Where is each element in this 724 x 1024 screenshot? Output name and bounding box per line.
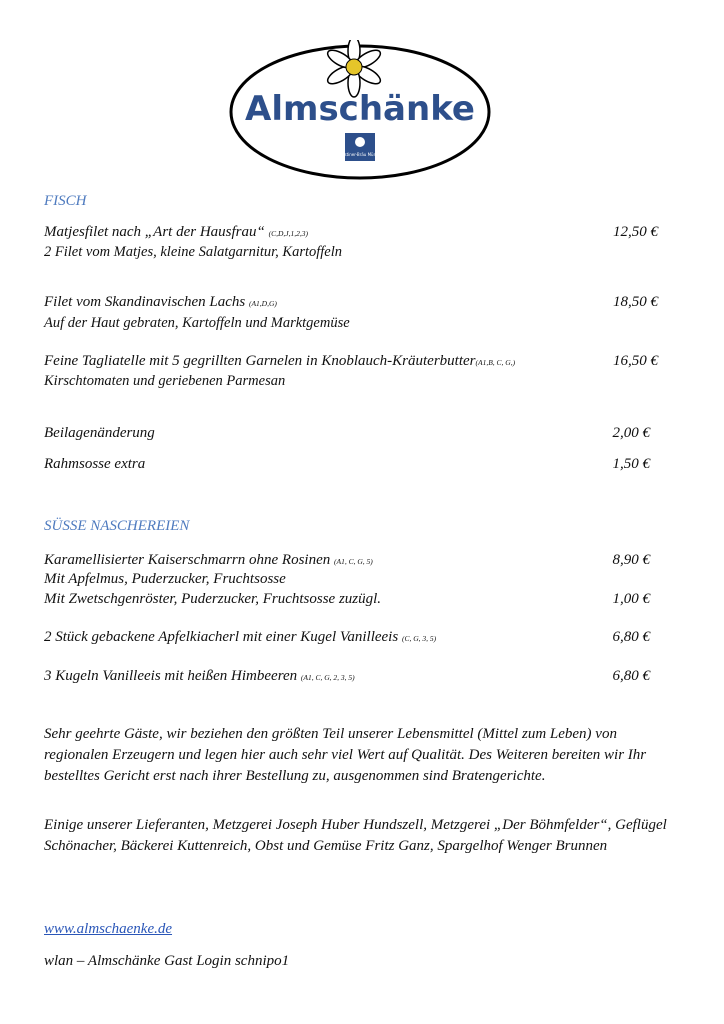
website-link[interactable]: www.almschaenke.de bbox=[44, 921, 173, 937]
item-price: 16,50 € bbox=[613, 353, 658, 369]
allergen-codes: (A1, C, G, 2, 3, 5) bbox=[300, 673, 355, 682]
item-name: Matjesfilet nach „Art der Hausfrau“ bbox=[44, 224, 265, 240]
extra-name: Beilagenänderung bbox=[44, 425, 155, 441]
item-price: 12,50 € bbox=[613, 224, 658, 240]
extra-price: 2,00 € bbox=[612, 425, 650, 441]
item-name: Karamellisierter Kaiserschmarrn ohne Rosinen bbox=[44, 552, 331, 568]
allergen-codes: (A1,B, C, G,) bbox=[475, 358, 516, 367]
menu-item-name bbox=[44, 293, 277, 313]
item-description: 2 Filet vom Matjes, kleine Salatgarnitur, Kartoffeln bbox=[44, 244, 343, 260]
menu-item-name bbox=[44, 223, 308, 243]
item-name: 2 Stück gebackene Apfelkiacherl mit einer Kugel Vanilleeis bbox=[44, 629, 399, 645]
item-price: 6,80 € bbox=[612, 629, 650, 645]
allergen-codes: (A1,D,G) bbox=[248, 299, 277, 308]
logo-brand-text: Almschänke bbox=[245, 89, 475, 129]
allergen-codes: (C, G, 3, 5) bbox=[401, 634, 437, 643]
item-name: 3 Kugeln Vanilleeis mit heißen Himbeeren bbox=[44, 668, 298, 684]
almschaenke-logo bbox=[228, 40, 492, 180]
badge-text: Augustiner-Bräu München bbox=[334, 152, 386, 157]
item-price: 8,90 € bbox=[612, 552, 650, 568]
extra-name: Rahmsosse extra bbox=[44, 456, 146, 472]
item-price: 18,50 € bbox=[613, 294, 658, 310]
item-option: Mit Zwetschgenröster, Puderzucker, Fruchtsosse zuzügl. bbox=[44, 591, 382, 607]
section-heading-fisch: FISCH bbox=[44, 193, 87, 209]
item-name: Feine Tagliatelle mit 5 gegrillten Garnelen in Knoblauch-Kräuterbutter bbox=[44, 353, 476, 369]
allergen-codes: (C,D,J,1,2,3) bbox=[268, 229, 308, 238]
allergen-codes: (A1, C, G, 5) bbox=[334, 557, 373, 566]
menu-item-name bbox=[44, 352, 515, 372]
menu-item-name bbox=[44, 667, 355, 687]
section-heading-suesse: SÜSSE NASCHEREIEN bbox=[44, 518, 190, 534]
wlan-info: wlan – Almschänke Gast Login schnipo1 bbox=[44, 953, 290, 969]
item-description: Kirschtomaten und geriebenen Parmesan bbox=[44, 373, 286, 389]
item-name: Filet vom Skandinavischen Lachs bbox=[44, 294, 246, 310]
extra-price: 1,50 € bbox=[612, 456, 650, 472]
sourcing-paragraph: Sehr geehrte Gäste, wir beziehen den größten Teil unserer Lebensmittel (Mittel zum Leben) von regionalen Erzeugern und legen hier auch sehr viel Wert auf Qualität. Des Weiteren bereiten wir Ihr bestelltes Gericht erst nach ihrer Bestellung zu, ausgenommen sind Bratengerichte. bbox=[44, 726, 647, 784]
item-description: Auf der Haut gebraten, Kartoffeln und Marktgemüse bbox=[44, 315, 350, 331]
item-price: 6,80 € bbox=[612, 668, 650, 684]
option-price: 1,00 € bbox=[612, 591, 650, 607]
item-description: Mit Apfelmus, Puderzucker, Fruchtsosse bbox=[44, 571, 286, 587]
menu-item-name bbox=[44, 628, 436, 648]
menu-item-name bbox=[44, 551, 373, 571]
suppliers-paragraph: Einige unserer Lieferanten, Metzgerei Joseph Huber Hundszell, Metzgerei „Der Böhmfelder“, Geflügel Schönacher, Bäckerei Kuttenreich, Obst und Gemüse Fritz Ganz, Spargelhof Wenger Brunnen bbox=[44, 817, 667, 854]
